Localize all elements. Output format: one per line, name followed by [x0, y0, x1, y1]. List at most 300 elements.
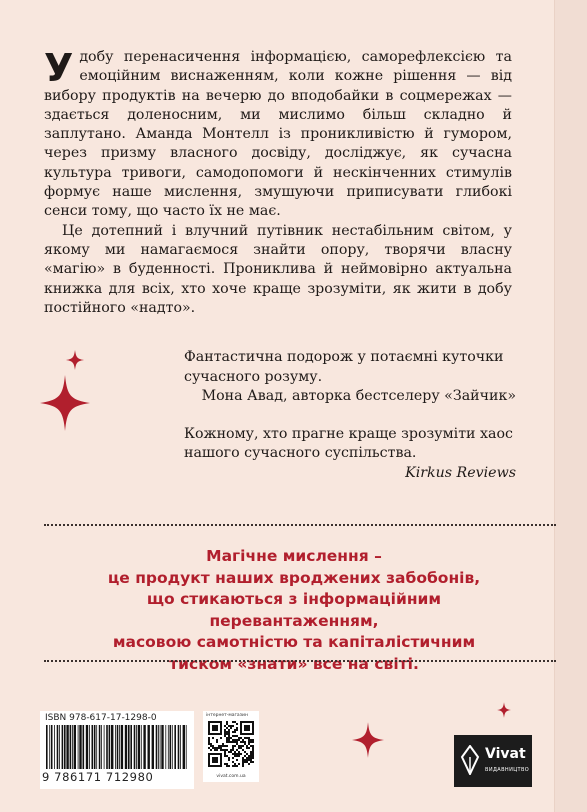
- qr-module: [240, 741, 242, 743]
- barcode-bar: [74, 725, 76, 769]
- qr-module: [250, 761, 252, 763]
- qr-module: [212, 753, 214, 755]
- qr-module: [210, 745, 212, 747]
- barcode-bar: [172, 725, 173, 769]
- publisher-name: Vivat: [485, 746, 526, 762]
- qr-module: [224, 733, 226, 735]
- qr-module: [216, 761, 218, 763]
- qr-module: [228, 759, 230, 761]
- qr-module: [244, 741, 246, 743]
- qr-url-label: vivat.com.ua: [216, 774, 246, 779]
- tagline-line: що стикаються з інформаційним перевантаженням,: [146, 590, 442, 630]
- quote-line: сучасного розуму.: [184, 368, 323, 385]
- qr-module: [244, 725, 246, 727]
- qr-module: [242, 761, 244, 763]
- barcode-bar: [49, 725, 50, 769]
- qr-module: [234, 755, 236, 757]
- qr-module: [248, 741, 250, 743]
- qr-module: [238, 763, 240, 765]
- pen-nib-icon: [460, 745, 480, 775]
- tagline-line: це продукт наших вроджених забобонів,: [107, 568, 481, 587]
- qr-module: [214, 727, 216, 729]
- qr-module: [248, 743, 250, 745]
- qr-module: [242, 739, 244, 741]
- barcode-bar: [54, 725, 55, 769]
- qr-module: [240, 729, 242, 731]
- qr-module: [244, 727, 246, 729]
- qr-module: [246, 761, 248, 763]
- barcode-bar: [106, 725, 108, 769]
- qr-module: [218, 721, 220, 723]
- qr-module: [210, 743, 212, 745]
- qr-module: [216, 759, 218, 761]
- qr-module: [232, 741, 234, 743]
- qr-module: [240, 725, 242, 727]
- barcode-bar: [174, 725, 176, 769]
- qr-module: [248, 755, 250, 757]
- qr-module: [220, 755, 222, 757]
- qr-module: [252, 723, 254, 725]
- barcode-bar: [168, 725, 169, 769]
- qr-code-panel: [203, 711, 259, 782]
- barcode-bar: [70, 725, 72, 769]
- qr-module: [220, 737, 222, 739]
- qr-module: [236, 753, 238, 755]
- qr-module: [220, 757, 222, 759]
- qr-module: [242, 749, 244, 751]
- qr-module: [228, 741, 230, 743]
- blurb-paragraph-1: [44, 48, 512, 222]
- barcode-bar: [59, 725, 60, 769]
- qr-module: [214, 733, 216, 735]
- qr-module: [226, 733, 228, 735]
- qr-module: [234, 735, 236, 737]
- qr-module: [232, 735, 234, 737]
- qr-module: [230, 749, 232, 751]
- qr-module: [212, 761, 214, 763]
- barcode-bar: [83, 725, 85, 769]
- qr-module: [222, 743, 224, 745]
- qr-module: [234, 745, 236, 747]
- qr-module: [250, 739, 252, 741]
- qr-module: [220, 729, 222, 731]
- qr-module: [246, 733, 248, 735]
- qr-module: [220, 747, 222, 749]
- qr-module: [208, 729, 210, 731]
- qr-module: [234, 751, 236, 753]
- qr-module: [246, 725, 248, 727]
- qr-module: [208, 747, 210, 749]
- qr-module: [244, 751, 246, 753]
- qr-module: [220, 733, 222, 735]
- small-star-icon: [497, 702, 511, 718]
- qr-module: [216, 747, 218, 749]
- qr-module: [232, 747, 234, 749]
- qr-module: [212, 721, 214, 723]
- qr-module: [244, 729, 246, 731]
- qr-module: [226, 765, 228, 767]
- qr-module: [246, 747, 248, 749]
- barcode-bar: [115, 725, 116, 769]
- qr-module: [250, 733, 252, 735]
- tagline: [90, 546, 498, 675]
- qr-module: [232, 745, 234, 747]
- qr-module: [228, 751, 230, 753]
- barcode-bar: [99, 725, 101, 769]
- qr-module: [208, 741, 210, 743]
- qr-module: [236, 749, 238, 751]
- qr-module: [208, 731, 210, 733]
- qr-module: [226, 763, 228, 765]
- qr-module: [244, 755, 246, 757]
- qr-module: [214, 765, 216, 767]
- barcode-bar: [101, 725, 102, 769]
- qr-module: [220, 753, 222, 755]
- qr-module: [214, 757, 216, 759]
- barcode-digits: 9 786171 712980: [42, 770, 154, 784]
- qr-module: [248, 763, 250, 765]
- qr-module: [212, 757, 214, 759]
- qr-module: [244, 721, 246, 723]
- qr-module: [214, 721, 216, 723]
- qr-module: [214, 749, 216, 751]
- qr-module: [208, 727, 210, 729]
- qr-module: [232, 761, 234, 763]
- qr-module: [212, 727, 214, 729]
- qr-module: [240, 737, 242, 739]
- barcode-bar: [96, 725, 97, 769]
- qr-module: [226, 745, 228, 747]
- qr-module: [236, 755, 238, 757]
- qr-module: [220, 727, 222, 729]
- qr-module: [208, 737, 210, 739]
- barcode-bar: [141, 725, 142, 769]
- qr-module: [218, 747, 220, 749]
- qr-module: [226, 741, 228, 743]
- barcode-bar: [143, 725, 145, 769]
- qr-module: [252, 761, 254, 763]
- qr-module: [220, 765, 222, 767]
- large-star-icon: [40, 375, 90, 431]
- qr-module: [220, 759, 222, 761]
- qr-module: [226, 721, 228, 723]
- barcode-bar: [130, 725, 132, 769]
- qr-module: [238, 737, 240, 739]
- blurb-text: [44, 48, 512, 318]
- tagline-line: масовою самотністю та капіталістичним: [112, 633, 476, 651]
- barcode-bar: [94, 725, 96, 769]
- isbn-barcode: [40, 711, 194, 789]
- qr-module: [240, 721, 242, 723]
- qr-module: [208, 725, 210, 727]
- qr-module: [236, 765, 238, 767]
- qr-module: [220, 723, 222, 725]
- qr-module: [248, 739, 250, 741]
- qr-module: [238, 753, 240, 755]
- qr-module: [208, 743, 210, 745]
- publisher-logo: [454, 735, 532, 787]
- qr-module: [232, 731, 234, 733]
- barcode-bar: [156, 725, 158, 769]
- barcode-bar: [121, 725, 123, 769]
- qr-module: [210, 721, 212, 723]
- qr-module: [234, 753, 236, 755]
- qr-module: [214, 725, 216, 727]
- quote-line: Кожному, хто прагне краще зрозуміти хаос: [184, 425, 513, 442]
- qr-module: [250, 755, 252, 757]
- qr-module: [242, 745, 244, 747]
- tagline-line: тиском «знати» все на світі.: [169, 654, 419, 673]
- qr-module: [252, 747, 254, 749]
- qr-module: [248, 725, 250, 727]
- qr-module: [236, 723, 238, 725]
- qr-module: [236, 743, 238, 745]
- barcode-bar: [158, 725, 159, 769]
- qr-module: [212, 725, 214, 727]
- qr-module: [208, 723, 210, 725]
- qr-module: [220, 731, 222, 733]
- barcode-bar: [119, 725, 120, 769]
- qr-module: [242, 765, 244, 767]
- qr-module: [242, 757, 244, 759]
- qr-module: [230, 727, 232, 729]
- qr-module: [224, 731, 226, 733]
- qr-module: [242, 733, 244, 735]
- barcode-bar: [89, 725, 90, 769]
- qr-module: [216, 749, 218, 751]
- qr-module: [224, 751, 226, 753]
- qr-module: [234, 741, 236, 743]
- qr-module: [232, 721, 234, 723]
- qr-module: [252, 725, 254, 727]
- qr-module: [240, 723, 242, 725]
- qr-module: [244, 733, 246, 735]
- large-star-icon: [352, 722, 384, 758]
- qr-module: [234, 739, 236, 741]
- qr-module: [250, 751, 252, 753]
- qr-module: [222, 749, 224, 751]
- qr-code-icon[interactable]: [208, 721, 254, 767]
- qr-module: [212, 733, 214, 735]
- qr-module: [238, 739, 240, 741]
- qr-module: [224, 745, 226, 747]
- barcode-bar: [78, 725, 79, 769]
- qr-module: [224, 749, 226, 751]
- qr-module: [220, 749, 222, 751]
- qr-module: [234, 763, 236, 765]
- qr-module: [230, 737, 232, 739]
- qr-module: [208, 757, 210, 759]
- qr-module: [228, 765, 230, 767]
- barcode-bar: [170, 725, 172, 769]
- qr-module: [216, 739, 218, 741]
- cover-edge: [554, 0, 587, 812]
- qr-module: [246, 757, 248, 759]
- qr-module: [208, 755, 210, 757]
- qr-module: [212, 759, 214, 761]
- qr-module: [252, 745, 254, 747]
- qr-module: [236, 729, 238, 731]
- barcode-bar: [138, 725, 140, 769]
- qr-module: [236, 759, 238, 761]
- quote-author: Мона Авад, авторка бестселеру «Зайчик»: [201, 388, 516, 405]
- barcode-bar: [125, 725, 127, 769]
- qr-module: [220, 745, 222, 747]
- qr-module: [216, 741, 218, 743]
- qr-module: [212, 745, 214, 747]
- qr-module: [252, 721, 254, 723]
- small-star-icon: [66, 350, 84, 370]
- qr-module: [250, 757, 252, 759]
- qr-module: [212, 765, 214, 767]
- qr-module: [216, 725, 218, 727]
- qr-module: [208, 761, 210, 763]
- qr-module: [232, 757, 234, 759]
- qr-module: [252, 755, 254, 757]
- qr-module: [240, 727, 242, 729]
- barcode-bar: [72, 725, 73, 769]
- qr-module: [220, 761, 222, 763]
- qr-module: [228, 733, 230, 735]
- qr-module: [226, 739, 228, 741]
- qr-module: [252, 733, 254, 735]
- isbn-label: ISBN 978-617-17-1298-0: [45, 713, 157, 723]
- barcode-bar: [51, 725, 53, 769]
- qr-module: [230, 751, 232, 753]
- qr-module: [218, 745, 220, 747]
- qr-module: [242, 759, 244, 761]
- qr-module: [236, 741, 238, 743]
- qr-module: [252, 749, 254, 751]
- qr-module: [236, 727, 238, 729]
- review-quote-1: [184, 348, 516, 407]
- barcode-bar: [117, 725, 119, 769]
- qr-module: [250, 753, 252, 755]
- qr-module: [218, 733, 220, 735]
- quote-author: Kirkus Reviews: [405, 464, 516, 481]
- qr-module: [240, 745, 242, 747]
- qr-module: [214, 747, 216, 749]
- qr-module: [208, 721, 210, 723]
- qr-module: [210, 749, 212, 751]
- qr-module: [248, 759, 250, 761]
- qr-module: [244, 761, 246, 763]
- qr-module: [252, 757, 254, 759]
- qr-module: [246, 759, 248, 761]
- qr-module: [228, 731, 230, 733]
- drop-cap: У: [44, 46, 74, 90]
- dotted-divider-top: [44, 524, 556, 526]
- qr-module: [228, 725, 230, 727]
- qr-module: [228, 737, 230, 739]
- barcode-bar: [148, 725, 150, 769]
- qr-module: [250, 759, 252, 761]
- qr-module: [244, 737, 246, 739]
- qr-module: [234, 731, 236, 733]
- qr-module: [242, 721, 244, 723]
- qr-module: [246, 737, 248, 739]
- qr-module: [220, 721, 222, 723]
- qr-module: [232, 739, 234, 741]
- qr-module: [214, 759, 216, 761]
- qr-module: [208, 753, 210, 755]
- qr-module: [214, 729, 216, 731]
- qr-module: [216, 753, 218, 755]
- qr-module: [226, 755, 228, 757]
- barcode-bar: [160, 725, 161, 769]
- qr-module: [226, 723, 228, 725]
- barcode-bar: [79, 725, 81, 769]
- qr-module: [246, 745, 248, 747]
- qr-module: [212, 729, 214, 731]
- qr-module: [212, 737, 214, 739]
- qr-module: [250, 745, 252, 747]
- qr-module: [248, 729, 250, 731]
- qr-module: [224, 763, 226, 765]
- quote-line: Фантастична подорож у потаємні куточки: [184, 349, 504, 365]
- qr-module: [230, 741, 232, 743]
- barcode-bar: [186, 725, 187, 769]
- barcode-bar: [62, 725, 64, 769]
- qr-module: [228, 757, 230, 759]
- qr-module: [248, 757, 250, 759]
- qr-module: [232, 765, 234, 767]
- barcode-bar: [111, 725, 113, 769]
- barcode-bar: [183, 725, 185, 769]
- tagline-line: Магічне мислення –: [206, 547, 382, 565]
- qr-module: [252, 751, 254, 753]
- qr-module: [244, 759, 246, 761]
- qr-module: [226, 727, 228, 729]
- qr-module: [224, 735, 226, 737]
- qr-module: [212, 747, 214, 749]
- qr-module: [208, 759, 210, 761]
- qr-module: [218, 765, 220, 767]
- qr-module: [228, 739, 230, 741]
- qr-module: [226, 749, 228, 751]
- qr-module: [248, 721, 250, 723]
- qr-module: [242, 763, 244, 765]
- qr-module: [234, 765, 236, 767]
- qr-module: [216, 721, 218, 723]
- qr-module: [224, 729, 226, 731]
- quote-line: нашого сучасного суспільства.: [184, 445, 417, 462]
- qr-module: [252, 727, 254, 729]
- qr-module: [236, 735, 238, 737]
- qr-module: [240, 733, 242, 735]
- qr-module: [224, 755, 226, 757]
- qr-module: [248, 737, 250, 739]
- qr-module: [234, 721, 236, 723]
- barcode-bar: [57, 725, 59, 769]
- qr-module: [248, 747, 250, 749]
- qr-module: [248, 733, 250, 735]
- qr-module: [226, 737, 228, 739]
- qr-module: [232, 749, 234, 751]
- qr-module: [216, 765, 218, 767]
- qr-module: [222, 745, 224, 747]
- qr-module: [246, 727, 248, 729]
- barcode-bar: [46, 725, 48, 769]
- qr-module: [216, 733, 218, 735]
- qr-module: [248, 727, 250, 729]
- qr-module: [232, 725, 234, 727]
- barcode-bar: [165, 725, 166, 769]
- qr-top-label: інтернет-магазин: [206, 713, 248, 718]
- qr-module: [240, 731, 242, 733]
- qr-module: [220, 725, 222, 727]
- qr-module: [218, 753, 220, 755]
